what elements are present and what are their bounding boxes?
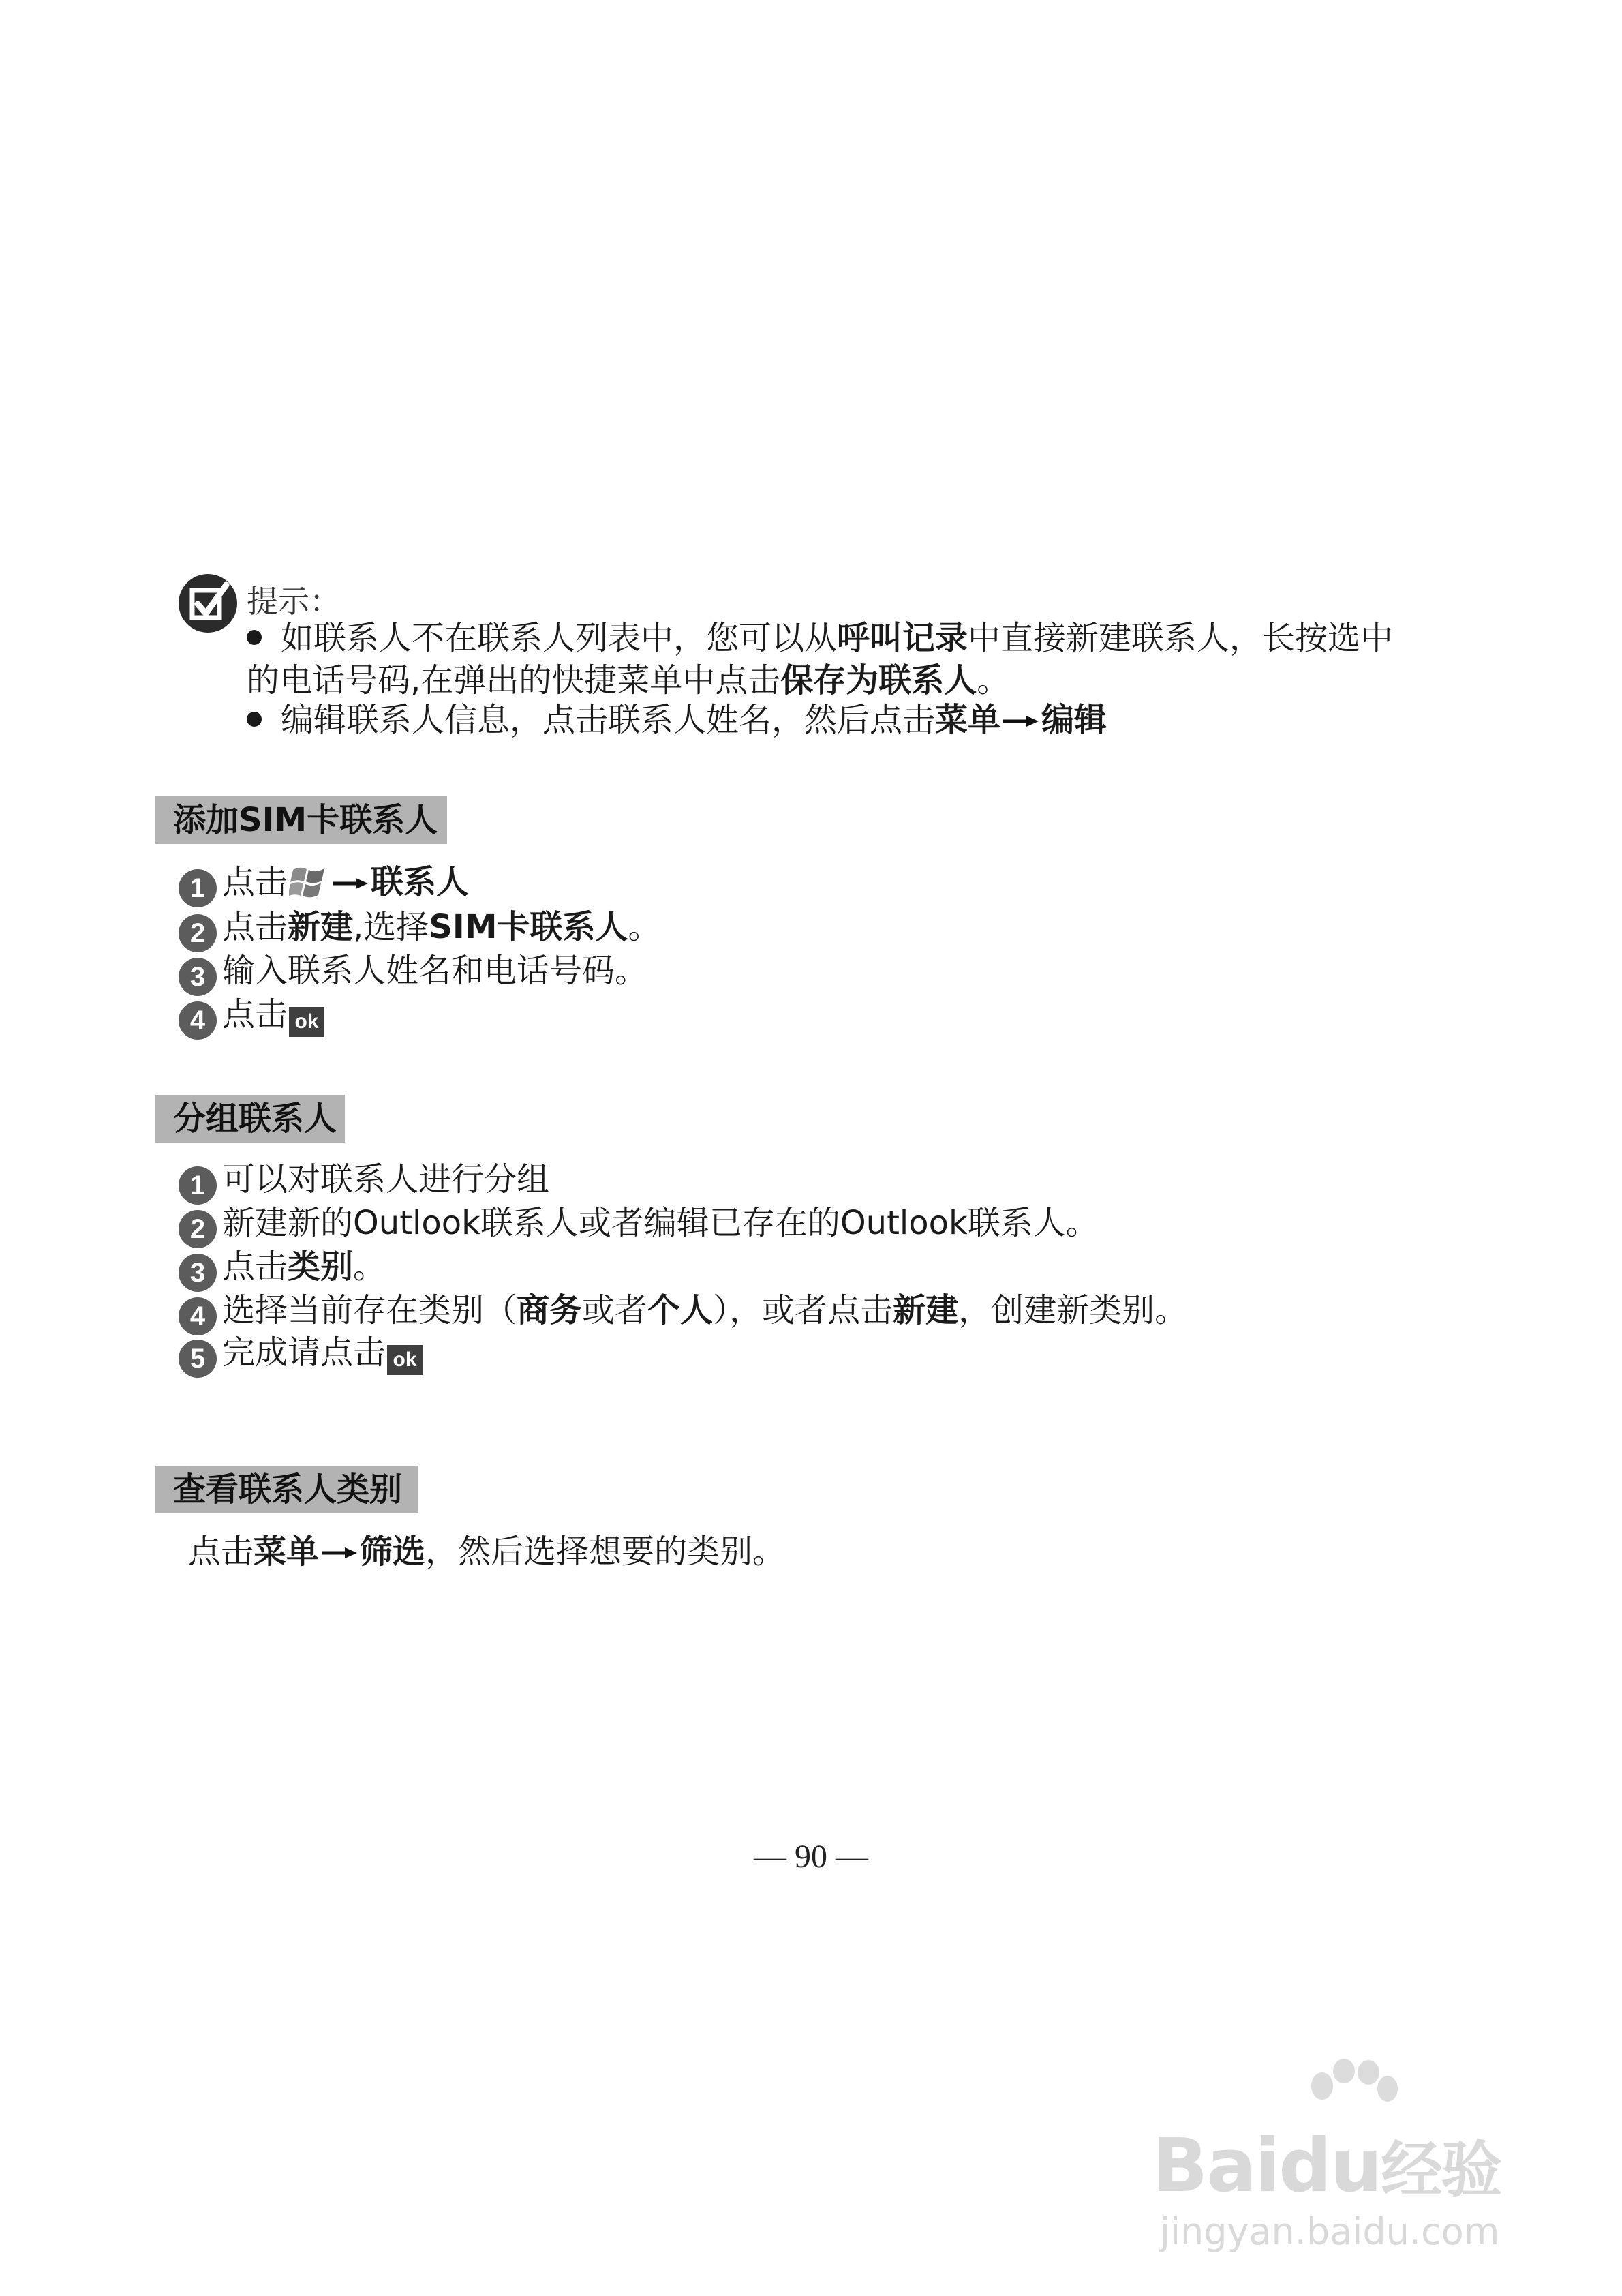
tip-bullet-1-cont: 的电话号码,在弹出的快捷菜单中点击保存为联系人。	[247, 661, 1010, 699]
page-number: — 90 —	[754, 1839, 868, 1875]
arrow-right-icon	[1003, 714, 1039, 728]
section-header-group: 分组联系人	[155, 1095, 345, 1143]
section-header-view-category: 查看联系人类别	[155, 1466, 418, 1513]
windows-start-icon[interactable]	[289, 863, 328, 898]
tip-bullet-1: 如联系人不在联系人列表中，您可以从呼叫记录中直接新建联系人，长按选中	[247, 616, 1393, 660]
baidu-watermark: Baidu经验 jingyan.baidu.com	[1152, 2059, 1533, 2256]
ok-button[interactable]: ok	[289, 1007, 324, 1037]
step-2: 2 点击新建,选择SIM卡联系人。	[179, 905, 661, 952]
step-3: 3 输入联系人姓名和电话号码。	[179, 949, 647, 996]
tip-label: 提示：	[247, 583, 341, 620]
arrow-right-icon	[333, 877, 368, 890]
section-header-add-sim: 添加SIM卡联系人	[155, 796, 447, 844]
step-1: 1 可以对联系人进行分组	[179, 1158, 549, 1205]
checkbox-icon	[179, 574, 237, 633]
ok-button[interactable]: ok	[387, 1345, 423, 1375]
step-2: 2 新建新的Outlook联系人或者编辑已存在的Outlook联系人。	[179, 1201, 1099, 1248]
step-4: 4 点击 ok	[179, 993, 324, 1040]
tip-bullet-2: 编辑联系人信息，点击联系人姓名，然后点击菜单 编辑	[247, 698, 1107, 742]
step-3: 3 点击类别。	[179, 1245, 386, 1292]
bullet-dot	[247, 712, 262, 727]
step-5: 5 完成请点击 ok	[179, 1331, 423, 1378]
bullet-dot	[247, 630, 262, 645]
step-1: 1 点击 联系人	[179, 860, 469, 907]
section-body: 点击菜单 筛选，然后选择想要的类别。	[188, 1532, 786, 1571]
step-4: 4 选择当前存在类别（商务或者个人），或者点击新建，创建新类别。	[179, 1288, 1187, 1335]
arrow-right-icon	[322, 1546, 357, 1560]
